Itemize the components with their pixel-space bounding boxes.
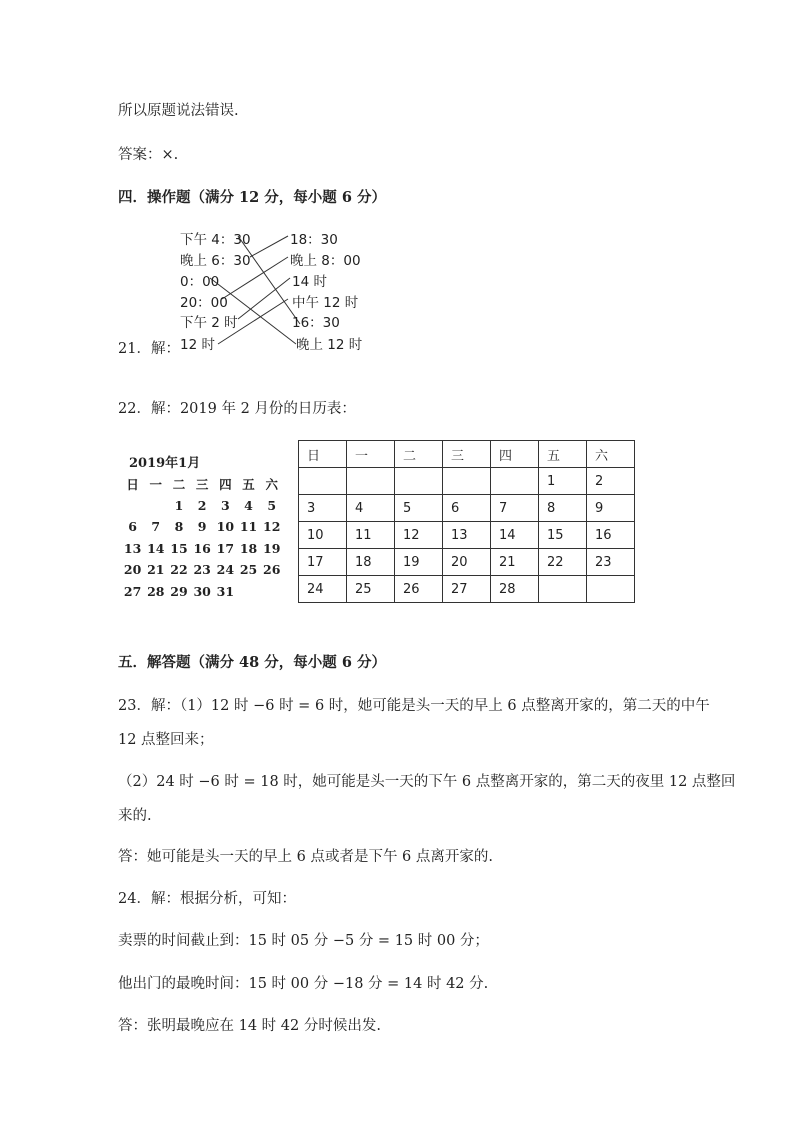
jan-day-cell: 2 xyxy=(197,497,207,513)
jan-day-cell xyxy=(121,495,144,517)
feb-day-cell xyxy=(299,468,347,495)
feb-header-cell: 一 xyxy=(347,441,395,468)
jan-day-cell: 18 xyxy=(239,540,258,556)
jan-day-cell: 13 xyxy=(123,540,142,556)
feb-day-cell xyxy=(443,468,491,495)
feb-day-cell xyxy=(347,468,395,495)
jan-day-cell: 5 xyxy=(267,497,277,513)
jan-day-cell: 26 xyxy=(263,562,281,578)
calendar-week-row xyxy=(121,516,283,538)
feb-day-cell: 12 xyxy=(395,522,443,549)
calendar-header-row xyxy=(121,473,283,495)
feb-day-cell: 16 xyxy=(587,522,635,549)
feb-day-cell: 2 xyxy=(587,468,635,495)
matching-left-5: 下午 2 时 xyxy=(180,315,238,331)
jan-day-cell xyxy=(260,581,283,603)
feb-day-cell: 18 xyxy=(347,549,395,576)
question-23-answer: 答：她可能是头一天的早上 6 点或者是下午 6 点离开家的. xyxy=(118,849,493,865)
calendar-week-row xyxy=(299,522,635,549)
jan-day-cell: 8 xyxy=(174,519,184,535)
feb-day-cell: 6 xyxy=(443,495,491,522)
jan-header-cell: 二 xyxy=(172,476,186,492)
question-24-text: 24．解：根据分析，可知： xyxy=(118,891,296,907)
feb-day-cell: 20 xyxy=(443,549,491,576)
jan-day-cell: 11 xyxy=(239,519,258,535)
answer-line-20: 答案：×. xyxy=(118,147,179,163)
time-matching-diagram xyxy=(178,222,378,354)
question-23-part2-cont: 来的. xyxy=(118,808,152,824)
jan-day-cell: 3 xyxy=(220,497,230,513)
feb-day-cell xyxy=(395,468,443,495)
jan-day-cell: 16 xyxy=(193,540,211,556)
feb-day-cell: 15 xyxy=(539,522,587,549)
question-24-step1: 卖票的时间截止到：15 时 05 分 −5 分 = 15 时 00 分； xyxy=(118,933,489,949)
feb-day-cell: 1 xyxy=(539,468,587,495)
calendar-week-row xyxy=(121,559,283,581)
feb-day-cell: 24 xyxy=(299,576,347,603)
feb-day-cell: 9 xyxy=(587,495,635,522)
jan-day-cell: 17 xyxy=(216,540,235,556)
text-line-1: 所以原题说法错误. xyxy=(118,103,239,119)
feb-day-cell: 21 xyxy=(491,549,539,576)
feb-day-cell: 26 xyxy=(395,576,443,603)
feb-header-cell: 六 xyxy=(587,441,635,468)
january-calendar-title: 2019年1月 xyxy=(129,456,201,471)
matching-right-1: 18：30 xyxy=(290,232,338,248)
jan-day-cell: 29 xyxy=(170,583,188,599)
matching-right-2: 晚上 8：00 xyxy=(290,253,361,269)
jan-header-cell: 三 xyxy=(195,476,209,492)
jan-header-cell: 四 xyxy=(219,476,232,492)
feb-day-cell: 28 xyxy=(491,576,539,603)
matching-right-3: 14 时 xyxy=(292,274,327,290)
feb-day-cell: 17 xyxy=(299,549,347,576)
question-23-part2: （2）24 时 −6 时 = 18 时，她可能是头一天的下午 6 点整离开家的，第二天的夜里 12 点整回 xyxy=(118,774,736,790)
feb-day-cell: 19 xyxy=(395,549,443,576)
calendar-week-row xyxy=(121,495,283,517)
jan-day-cell: 21 xyxy=(147,562,165,578)
jan-header-cell: 六 xyxy=(265,476,278,492)
matching-right-5: 16：30 xyxy=(292,315,340,331)
jan-day-cell: 28 xyxy=(147,583,165,599)
question-24-answer: 答：张明最晚应在 14 时 42 分时候出发. xyxy=(118,1018,381,1034)
question-22-text: 22．解：2019 年 2 月份的日历表： xyxy=(118,401,356,417)
february-calendar-table xyxy=(298,440,635,603)
jan-day-cell xyxy=(144,495,167,517)
feb-day-cell: 4 xyxy=(347,495,395,522)
matching-left-6: 12 时 xyxy=(180,337,215,353)
question-24-step2: 他出门的最晚时间：15 时 00 分 −18 分 = 14 时 42 分. xyxy=(118,976,489,992)
jan-day-cell: 31 xyxy=(216,583,235,599)
matching-left-3: 0：00 xyxy=(180,274,220,290)
jan-day-cell: 9 xyxy=(197,519,207,535)
jan-day-cell: 15 xyxy=(170,540,188,556)
feb-day-cell: 27 xyxy=(443,576,491,603)
calendar-week-row xyxy=(299,495,635,522)
jan-day-cell: 30 xyxy=(193,583,211,599)
question-23-part1-cont: 12 点整回来； xyxy=(118,732,214,748)
feb-day-cell: 23 xyxy=(587,549,635,576)
calendar-week-row xyxy=(121,581,283,603)
feb-day-cell: 5 xyxy=(395,495,443,522)
jan-day-cell: 6 xyxy=(128,519,137,535)
feb-day-cell: 10 xyxy=(299,522,347,549)
feb-day-cell: 7 xyxy=(491,495,539,522)
jan-day-cell: 22 xyxy=(170,562,188,578)
jan-day-cell: 12 xyxy=(263,519,281,535)
jan-day-cell: 19 xyxy=(263,540,281,556)
january-calendar xyxy=(121,452,296,602)
jan-day-cell: 24 xyxy=(216,562,235,578)
feb-day-cell xyxy=(587,576,635,603)
matching-right-6: 晚上 12 时 xyxy=(296,337,363,353)
jan-day-cell: 14 xyxy=(147,540,165,556)
jan-day-cell xyxy=(237,581,260,603)
feb-header-cell: 二 xyxy=(395,441,443,468)
question-23-part1: 23．解：（1）12 时 −6 时 = 6 时，她可能是头一天的早上 6 点整离开家的，第二天的中午 xyxy=(118,698,710,714)
feb-day-cell: 8 xyxy=(539,495,587,522)
calendar-week-row xyxy=(299,576,635,603)
jan-header-cell: 日 xyxy=(126,476,139,492)
feb-day-cell xyxy=(491,468,539,495)
jan-header-cell: 一 xyxy=(149,476,163,492)
section-4-heading: 四．操作题（满分 12 分，每小题 6 分） xyxy=(118,189,386,206)
matching-right-4: 中午 12 时 xyxy=(292,295,359,311)
question-21-label: 21．解： xyxy=(118,341,180,357)
feb-header-cell: 五 xyxy=(539,441,587,468)
feb-day-cell: 14 xyxy=(491,522,539,549)
jan-header-cell: 五 xyxy=(242,476,255,492)
feb-day-cell: 11 xyxy=(347,522,395,549)
feb-day-cell: 13 xyxy=(443,522,491,549)
feb-header-cell: 三 xyxy=(443,441,491,468)
jan-day-cell: 20 xyxy=(123,562,142,578)
matching-left-1: 下午 4：30 xyxy=(180,232,251,248)
feb-day-cell: 3 xyxy=(299,495,347,522)
match-line-2 xyxy=(250,236,288,257)
calendar-week-row xyxy=(121,538,283,560)
jan-day-cell: 25 xyxy=(239,562,258,578)
feb-day-cell: 22 xyxy=(539,549,587,576)
jan-day-cell: 10 xyxy=(216,519,235,535)
matching-left-4: 20：00 xyxy=(180,295,228,311)
feb-day-cell: 25 xyxy=(347,576,395,603)
january-calendar-grid xyxy=(121,473,283,602)
calendar-week-row xyxy=(299,549,635,576)
jan-day-cell: 4 xyxy=(244,497,253,513)
jan-day-cell: 7 xyxy=(151,519,161,535)
feb-header-cell: 四 xyxy=(491,441,539,468)
jan-day-cell: 27 xyxy=(123,583,142,599)
matching-left-2: 晚上 6：30 xyxy=(180,253,251,269)
feb-header-cell: 日 xyxy=(299,441,347,468)
jan-day-cell: 23 xyxy=(193,562,211,578)
section-5-heading: 五．解答题（满分 48 分，每小题 6 分） xyxy=(118,654,386,671)
feb-day-cell xyxy=(539,576,587,603)
jan-day-cell: 1 xyxy=(174,497,184,513)
calendar-header-row xyxy=(299,441,635,468)
calendar-week-row xyxy=(299,468,635,495)
